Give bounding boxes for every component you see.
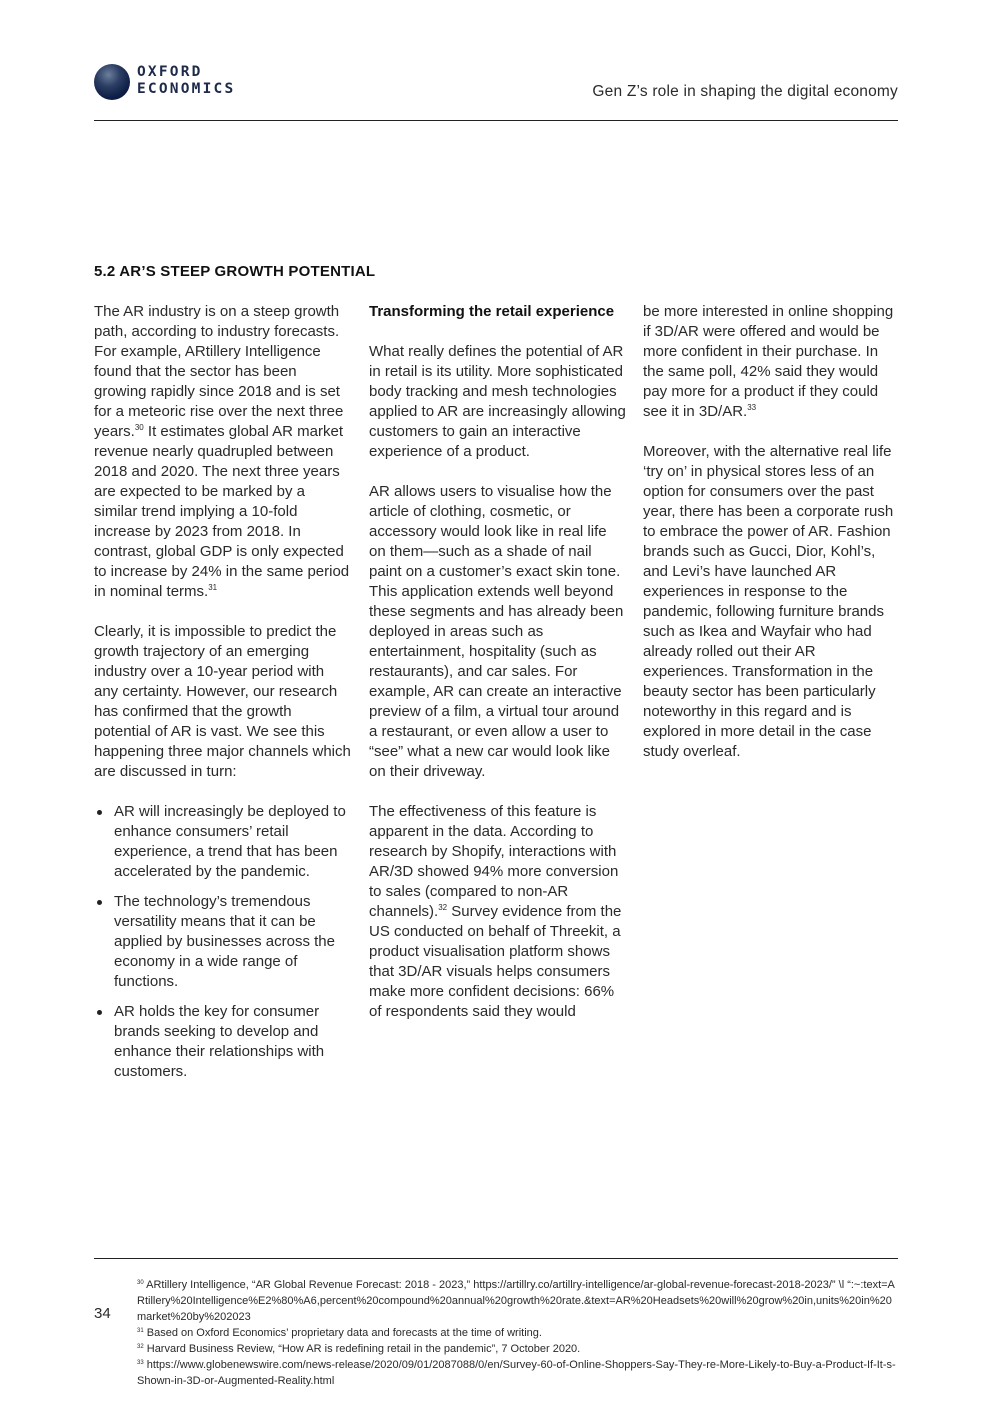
column-2 bbox=[369, 302, 627, 1042]
column-1 bbox=[94, 302, 352, 1092]
footnotes bbox=[137, 1277, 897, 1389]
section-heading: 5.2 AR’S STEEP GROWTH POTENTIAL bbox=[94, 263, 376, 280]
column-3 bbox=[643, 302, 901, 782]
col1-paragraph-1 bbox=[94, 302, 352, 602]
oxford-economics-logo-icon bbox=[94, 64, 130, 100]
footnote-number: 30 bbox=[137, 1280, 144, 1286]
footnote-ref-31[interactable]: 31 bbox=[208, 583, 218, 592]
page-header bbox=[94, 58, 898, 120]
footer-divider bbox=[94, 1258, 898, 1259]
footnote-number: 32 bbox=[137, 1344, 144, 1350]
footnote-text: Based on Oxford Economics’ proprietary data and forecasts at the time of writing. bbox=[146, 1327, 542, 1339]
logo-line-2: ECONOMICS bbox=[137, 81, 236, 97]
sub-heading: Transforming the retail experience bbox=[369, 303, 615, 320]
footnote-ref-32[interactable]: 32 bbox=[438, 903, 448, 912]
list-item: AR will increasingly be deployed to enhance consumers’ retail experience, a trend that has been accelerated by the pandemic. bbox=[94, 802, 352, 882]
footnote-ref-33[interactable]: 33 bbox=[747, 403, 757, 412]
col2-p3-continued: Survey evidence from the US conducted on behalf of Threekit, a product visualisation platform shows that 3D/AR visuals helps consumers make more confident decisions: 66% of respondents said they would bbox=[369, 903, 622, 1020]
col2-paragraph-2: AR allows users to visualise how the article of clothing, cosmetic, or accessory would look like in real life on them—such as a shade of nail paint on a customer’s exact skin tone. This application extends well beyond these segments and has already been deployed in areas such as entertainment, hospitality (such as restaurants), and car sales. For example, AR can create an interactive preview of a film, a virtual tour around a restaurant, or even allow a user to “see” what a new car would look like on their driveway. bbox=[369, 483, 624, 780]
col3-paragraph-1 bbox=[643, 302, 901, 422]
footnote-text[interactable]: https://www.globenewswire.com/news-release/2020/09/01/2087088/0/en/Survey-60-of-Online-Shoppers-Say-They-re-More-Likely-to-Buy-a-Product-If-It-s-Shown-in-3D-or-Augmented-Reality.html bbox=[137, 1359, 896, 1387]
col3-paragraph-2: Moreover, with the alternative real life ‘try on’ in physical stores less of an option for consumers over the past year, there has been a corporate rush to embrace the power of AR. Fashion brands such as Gucci, Dior, Kohl’s, and Levi’s have launched AR experiences in response to the pandemic, following furniture brands such as Ikea and Wayfair who had already rolled out their AR experiences. Transformation in the beauty sector has been particularly noteworthy in this regard and is explored in more detail in the case study overleaf. bbox=[643, 443, 894, 760]
col2-p3-text: The effectiveness of this feature is apparent in the data. According to research by Shopify, interactions with AR/3D showed 94% more conversion to sales (compared to non-AR channels). bbox=[369, 803, 619, 920]
report-title: Gen Z’s role in shaping the digital economy bbox=[592, 83, 898, 100]
oxford-economics-wordmark bbox=[137, 64, 235, 98]
footnote-text: Harvard Business Review, “How AR is redefining retail in the pandemic”, 7 October 2020. bbox=[146, 1343, 581, 1355]
col3-p1-text: be more interested in online shopping if 3D/AR were offered and would be more confident in their purchase. In the same poll, 42% said they would pay more for a product if they could see it in 3D/AR. bbox=[643, 303, 894, 420]
header-divider bbox=[94, 120, 898, 121]
page-number: 34 bbox=[94, 1305, 111, 1322]
channels-list bbox=[94, 802, 352, 1082]
footnote-text[interactable]: ARtillery Intelligence, “AR Global Revenue Forecast: 2018 - 2023,” https://artillry.co/artillry-intelligence/ar-global-revenue-forecast-2018-2023/” \l “:~:text=ARtillery%20Intelligence%E2%80%A6,percent%20compound%20annual%20growth%20rate.&text=AR%20Headsets%20will%20grow%20in,units%20in%20market%20by%202023 bbox=[137, 1279, 895, 1323]
logo-line-1: OXFORD bbox=[137, 64, 203, 80]
footnote-number: 31 bbox=[137, 1328, 144, 1334]
footnote-30 bbox=[137, 1277, 897, 1325]
list-item: The technology’s tremendous versatility means that it can be applied by businesses across the economy in a wide range of functions. bbox=[94, 892, 352, 992]
col2-paragraph-1: What really defines the potential of AR in retail is its utility. More sophisticated body tracking and mesh technologies applied to AR are increasingly allowing customers to gain an interactive experience of a product. bbox=[369, 343, 626, 460]
col1-p1-text: The AR industry is on a steep growth path, according to industry forecasts. For example, ARtillery Intelligence found that the sector has been growing rapidly since 2018 and is set for a meteoric rise over the next three years. bbox=[94, 303, 344, 440]
footnote-ref-30[interactable]: 30 bbox=[134, 423, 144, 432]
footnote-33 bbox=[137, 1357, 897, 1389]
col1-p1-continued: It estimates global AR market revenue nearly quadrupled between 2018 and 2020. The next three years are expected to be marked by a similar trend implying a 10-fold increase by 2023 from 2018. In contrast, global GDP is only expected to increase by 24% in the same period in nominal terms. bbox=[94, 423, 350, 600]
list-item: AR holds the key for consumer brands seeking to develop and enhance their relationships with customers. bbox=[94, 1002, 352, 1082]
footnote-31 bbox=[137, 1325, 897, 1341]
footnote-number: 33 bbox=[137, 1360, 144, 1366]
col1-paragraph-2: Clearly, it is impossible to predict the growth trajectory of an emerging industry over a 10-year period with any certainty. However, our research has confirmed that the growth potential of AR is vast. We see this happening three major channels which are discussed in turn: bbox=[94, 623, 351, 780]
col2-paragraph-3 bbox=[369, 802, 627, 1022]
footnote-32 bbox=[137, 1341, 897, 1357]
